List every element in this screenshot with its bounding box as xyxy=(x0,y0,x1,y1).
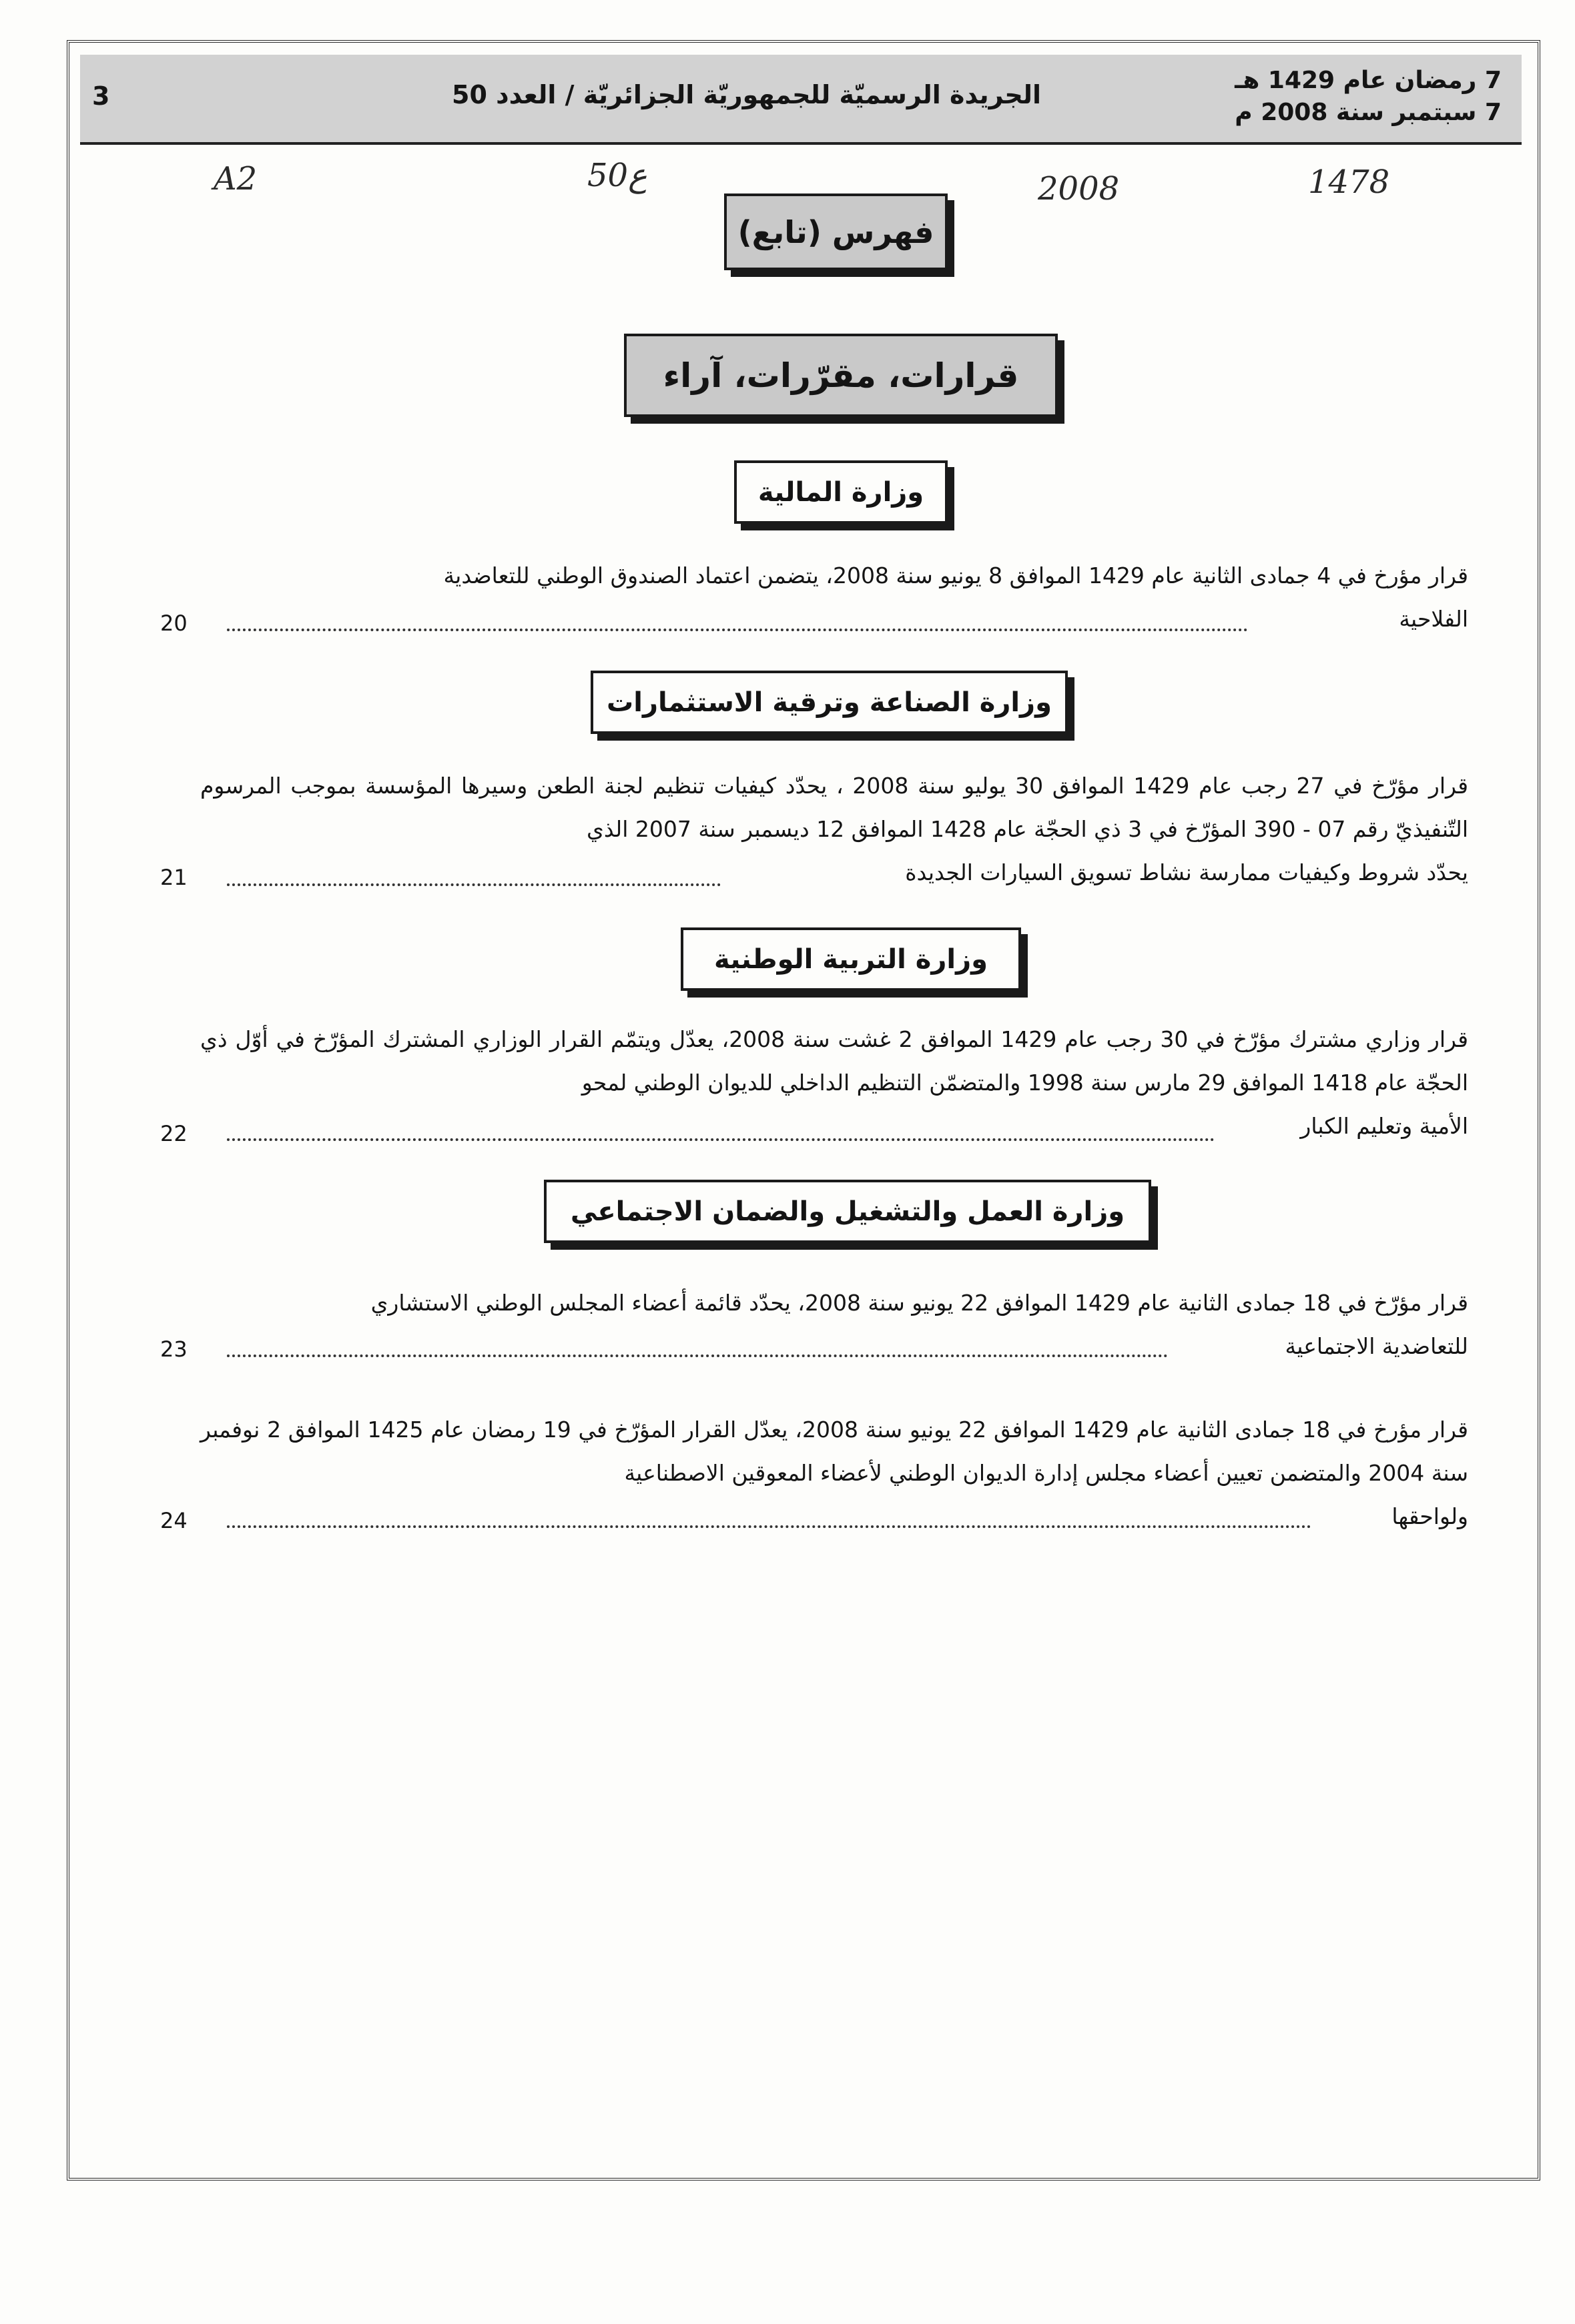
decree-entry xyxy=(200,1408,1468,1538)
decree-text-end: الأمية وتعليم الكبار xyxy=(1300,1113,1468,1139)
decree-entry xyxy=(200,764,1468,894)
header-page-number: 3 xyxy=(92,81,110,111)
ministry-heading-education: وزارة التربية الوطنية xyxy=(681,927,1021,991)
index-title: فهرس (تابع) xyxy=(724,193,948,270)
handwritten-note-d: 1478 xyxy=(1308,163,1390,201)
ministry-heading-labour: وزارة العمل والتشغيل والضمان الاجتماعي xyxy=(544,1180,1151,1243)
decree-text-end: ولواحقها xyxy=(1391,1503,1468,1529)
decree-text-end: الفلاحية xyxy=(1399,606,1468,632)
entry-page-number: 22 xyxy=(160,1121,188,1146)
decree-text: قرار مؤرّخ في 18 جمادى الثانية عام 1429 الموافق 22 يونيو سنة 2008، يحدّد قائمة أعضاء المجلس الوطني الاستشاري xyxy=(370,1290,1468,1316)
leader-dots xyxy=(227,1525,1311,1528)
handwritten-note-a: A2 xyxy=(214,160,258,198)
leader-dots xyxy=(227,1354,1168,1357)
decree-text: قرار مؤرخ في 18 جمادى الثانية عام 1429 الموافق 22 يونيو سنة 2008، يعدّل القرار المؤرّخ في 19 رمضان عام 1425 الموافق 2 نوفمبر سنة 2004 والمتضمن تعيين أعضاء مجلس إدارة الديوان الوطني لأعضاء المعوقين الاصطناعية xyxy=(200,1417,1468,1486)
gazette-header xyxy=(80,55,1522,145)
handwritten-note-c: 2008 xyxy=(1038,170,1120,208)
decree-text: قرار مؤرخ في 4 جمادى الثانية عام 1429 الموافق 8 يونيو سنة 2008، يتضمن اعتماد الصندوق الوطني للتعاضدية xyxy=(443,562,1468,589)
handwritten-note-b: 50ع xyxy=(587,157,647,194)
decree-entry xyxy=(200,554,1468,641)
header-title: الجريدة الرسميّة للجمهوريّة الجزائريّة / العدد 50 xyxy=(452,80,1041,109)
decree-entry xyxy=(200,1018,1468,1148)
decree-text-end: للتعاضدية الاجتماعية xyxy=(1285,1333,1468,1359)
entry-page-number: 21 xyxy=(160,865,188,890)
decree-text-end: يحدّد شروط وكيفيات ممارسة نشاط تسويق السيارات الجديدة xyxy=(905,859,1468,885)
ministry-heading-finance: وزارة المالية xyxy=(734,460,948,524)
decree-text: قرار مؤرّخ في 27 رجب عام 1429 الموافق 30 يوليو سنة 2008 ، يحدّد كيفيات تنظيم لجنة الطعن وسيرها المؤسسة بموجب المرسوم التّنفيذيّ رقم 07 - 390 المؤرّخ في 3 ذي الحجّة عام 1428 الموافق 12 ديسمبر سنة 2007 الذي xyxy=(200,773,1468,842)
decree-text: قرار وزاري مشترك مؤرّخ في 30 رجب عام 1429 الموافق 2 غشت سنة 2008، يعدّل ويتمّم القرار الوزاري المشترك المؤرّخ في أوّل ذي الحجّة عام 1418 الموافق 29 مارس سنة 1998 والمتضمّن التنظيم الداخلي للديوان الوطني لمحو xyxy=(200,1026,1468,1096)
entry-page-number: 20 xyxy=(160,611,188,636)
ministry-heading-industry: وزارة الصناعة وترقية الاستثمارات xyxy=(591,671,1068,734)
section-title: قرارات، مقرّرات، آراء xyxy=(624,334,1058,417)
leader-dots xyxy=(227,1138,1215,1141)
leader-dots xyxy=(227,629,1248,631)
entry-page-number: 23 xyxy=(160,1336,188,1362)
leader-dots xyxy=(227,883,721,886)
header-date-hijri: 7 رمضان عام 1429 هـ xyxy=(1235,67,1502,94)
header-date-gregorian: 7 سبتمبر سنة 2008 م xyxy=(1235,99,1502,126)
entry-page-number: 24 xyxy=(160,1508,188,1533)
